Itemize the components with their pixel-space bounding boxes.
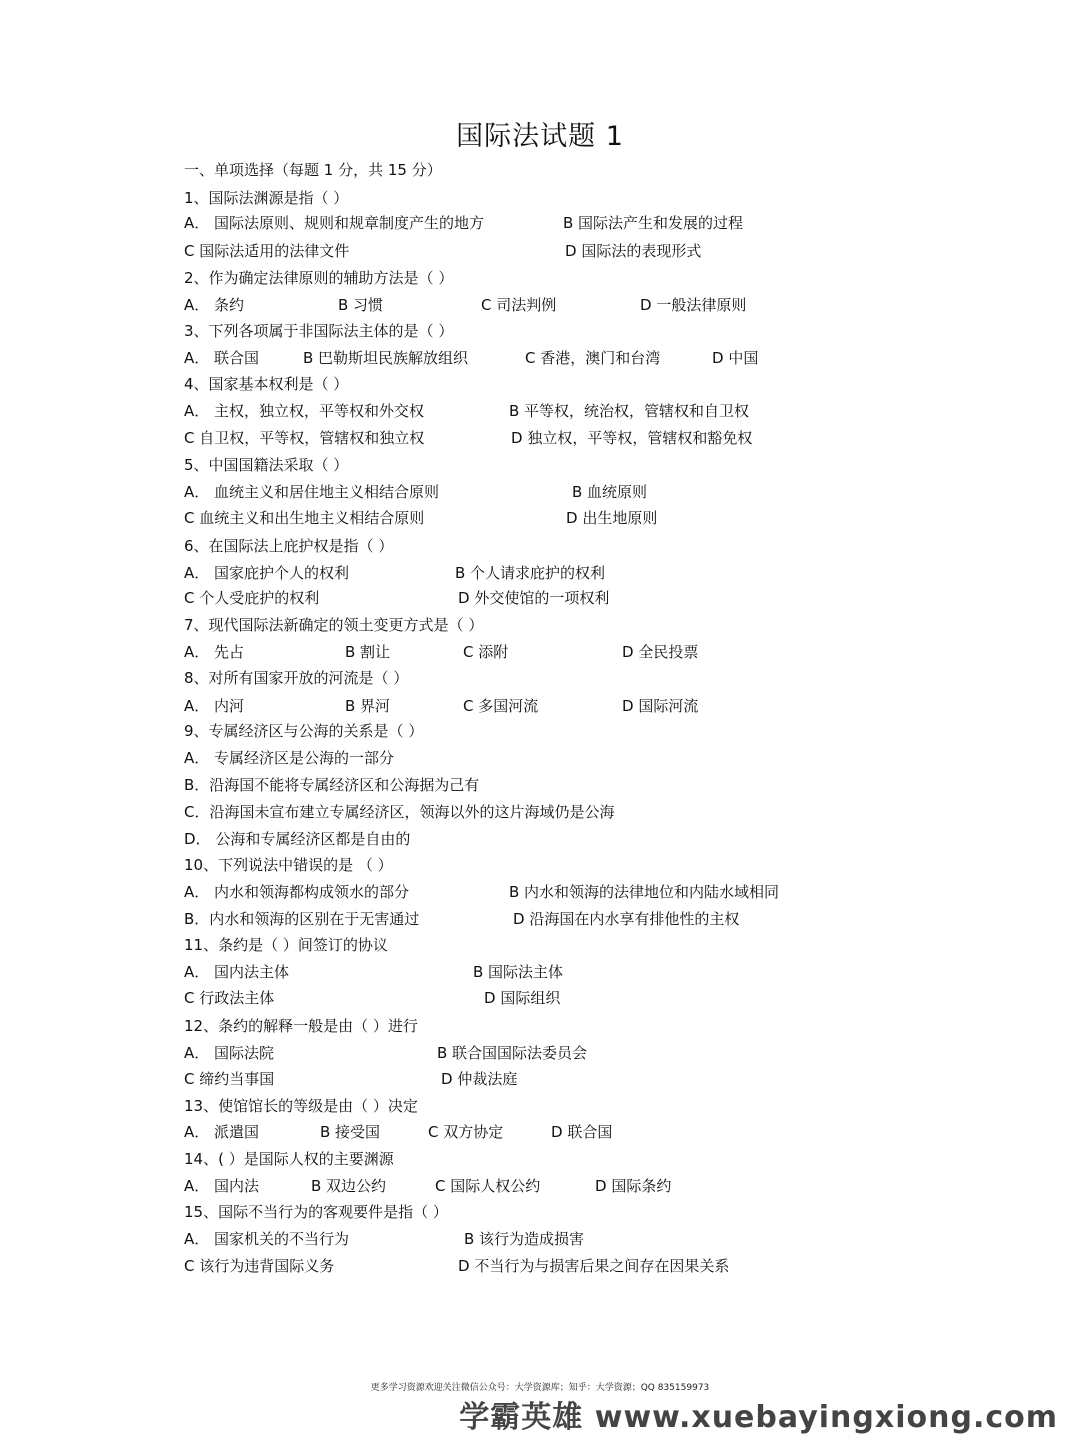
question-stem: 2、作为确定法律原则的辅助方法是（ ） bbox=[184, 269, 454, 287]
option-d: D 独立权，平等权，管辖权和豁免权 bbox=[511, 429, 753, 447]
option-b: B 个人请求庇护的权利 bbox=[455, 564, 606, 582]
option-b: B 血统原则 bbox=[572, 483, 648, 501]
option-c: C．沿海国未宣布建立专属经济区，领海以外的这片海域仍是公海 bbox=[184, 803, 615, 821]
option-c: C 添附 bbox=[463, 643, 509, 661]
option-a: A． 派遣国 bbox=[184, 1123, 260, 1141]
option-d: D 沿海国在内水享有排他性的主权 bbox=[513, 910, 740, 928]
option-d: D 国际河流 bbox=[622, 697, 699, 715]
question-stem: 3、下列各项属于非国际法主体的是（ ） bbox=[184, 322, 454, 340]
option-d: D 一般法律原则 bbox=[640, 296, 747, 314]
option-a: A． 专属经济区是公海的一部分 bbox=[184, 749, 395, 767]
option-a: A． 主权，独立权，平等权和外交权 bbox=[184, 402, 425, 420]
section-heading: 一、单项选择（每题 1 分，共 15 分） bbox=[184, 161, 442, 179]
question-stem: 12、条约的解释一般是由（ ）进行 bbox=[184, 1017, 418, 1035]
option-a: A． 内河 bbox=[184, 697, 245, 715]
option-c: B．内水和领海的区别在于无害通过 bbox=[184, 910, 420, 928]
option-d: D 国际法的表现形式 bbox=[565, 242, 702, 260]
option-c: C 该行为违背国际义务 bbox=[184, 1257, 335, 1275]
question-stem: 15、国际不当行为的客观要件是指（ ） bbox=[184, 1203, 448, 1221]
question-stem: 8、对所有国家开放的河流是（ ） bbox=[184, 669, 409, 687]
question-stem: 14、( ）是国际人权的主要渊源 bbox=[184, 1150, 394, 1168]
option-b: B 国际法产生和发展的过程 bbox=[563, 214, 744, 232]
option-d: D 国际条约 bbox=[595, 1177, 672, 1195]
option-a: A． 内水和领海都构成领水的部分 bbox=[184, 883, 410, 901]
option-d: D 国际组织 bbox=[484, 989, 561, 1007]
question-stem: 10、下列说法中错误的是 （ ） bbox=[184, 856, 393, 874]
option-b: B 巴勒斯坦民族解放组织 bbox=[303, 349, 469, 367]
option-a: A． 先占 bbox=[184, 643, 245, 661]
option-b: B 习惯 bbox=[338, 296, 384, 314]
option-b: B 内水和领海的法律地位和内陆水域相同 bbox=[509, 883, 780, 901]
option-c: C 血统主义和出生地主义相结合原则 bbox=[184, 509, 425, 527]
option-a: A． 国际法原则、规则和规章制度产生的地方 bbox=[184, 214, 485, 232]
option-c: C 香港，澳门和台湾 bbox=[525, 349, 661, 367]
option-d: D． 公海和专属经济区都是自由的 bbox=[184, 830, 411, 848]
option-d: D 全民投票 bbox=[622, 643, 699, 661]
option-c: C 缔约当事国 bbox=[184, 1070, 275, 1088]
question-stem: 6、在国际法上庇护权是指（ ） bbox=[184, 537, 394, 555]
option-a: A． 国内法 bbox=[184, 1177, 260, 1195]
option-d: D 联合国 bbox=[551, 1123, 613, 1141]
option-b: B．沿海国不能将专属经济区和公海据为己有 bbox=[184, 776, 480, 794]
footer-note: 更多学习资源欢迎关注微信公众号：大学资源库；知乎：大学资源；QQ 835159973 bbox=[370, 1383, 710, 1393]
option-b: B 接受国 bbox=[320, 1123, 381, 1141]
option-d: D 不当行为与损害后果之间存在因果关系 bbox=[458, 1257, 730, 1275]
option-d: D 仲裁法庭 bbox=[441, 1070, 518, 1088]
option-b: B 界河 bbox=[345, 697, 391, 715]
option-c: C 自卫权，平等权，管辖权和独立权 bbox=[184, 429, 425, 447]
option-c: C 双方协定 bbox=[428, 1123, 504, 1141]
option-a: A． 国家机关的不当行为 bbox=[184, 1230, 350, 1248]
option-b: B 该行为造成损害 bbox=[464, 1230, 585, 1248]
option-b: B 国际法主体 bbox=[473, 963, 564, 981]
option-b: B 割让 bbox=[345, 643, 391, 661]
option-a: A． 国内法主体 bbox=[184, 963, 290, 981]
option-d: D 中国 bbox=[712, 349, 759, 367]
option-b: B 平等权，统治权，管辖权和自卫权 bbox=[509, 402, 750, 420]
option-b: B 联合国国际法委员会 bbox=[437, 1044, 588, 1062]
page-title: 国际法试题 1 bbox=[456, 121, 624, 152]
option-c: C 行政法主体 bbox=[184, 989, 275, 1007]
option-c: C 个人受庇护的权利 bbox=[184, 589, 320, 607]
option-a: A． 国际法院 bbox=[184, 1044, 275, 1062]
question-stem: 1、国际法渊源是指（ ） bbox=[184, 189, 349, 207]
option-c: C 国际法适用的法律文件 bbox=[184, 242, 350, 260]
option-b: B 双边公约 bbox=[311, 1177, 387, 1195]
question-stem: 13、使馆馆长的等级是由（ ）决定 bbox=[184, 1097, 418, 1115]
question-stem: 11、条约是（ ）间签订的协议 bbox=[184, 936, 388, 954]
question-stem: 5、中国国籍法采取（ ） bbox=[184, 456, 349, 474]
option-c: C 司法判例 bbox=[481, 296, 557, 314]
question-stem: 9、专属经济区与公海的关系是（ ） bbox=[184, 722, 424, 740]
option-a: A． 联合国 bbox=[184, 349, 260, 367]
option-d: D 出生地原则 bbox=[566, 509, 658, 527]
question-stem: 7、现代国际法新确定的领土变更方式是（ ） bbox=[184, 616, 484, 634]
option-c: C 国际人权公约 bbox=[435, 1177, 541, 1195]
option-a: A． 血统主义和居住地主义相结合原则 bbox=[184, 483, 440, 501]
question-stem: 4、国家基本权利是（ ） bbox=[184, 375, 349, 393]
option-a: A． 国家庇护个人的权利 bbox=[184, 564, 350, 582]
option-a: A． 条约 bbox=[184, 296, 245, 314]
option-c: C 多国河流 bbox=[463, 697, 539, 715]
option-d: D 外交使馆的一项权利 bbox=[458, 589, 610, 607]
watermark: 学霸英雄 www.xuebayingxiong.com bbox=[459, 1400, 1058, 1435]
